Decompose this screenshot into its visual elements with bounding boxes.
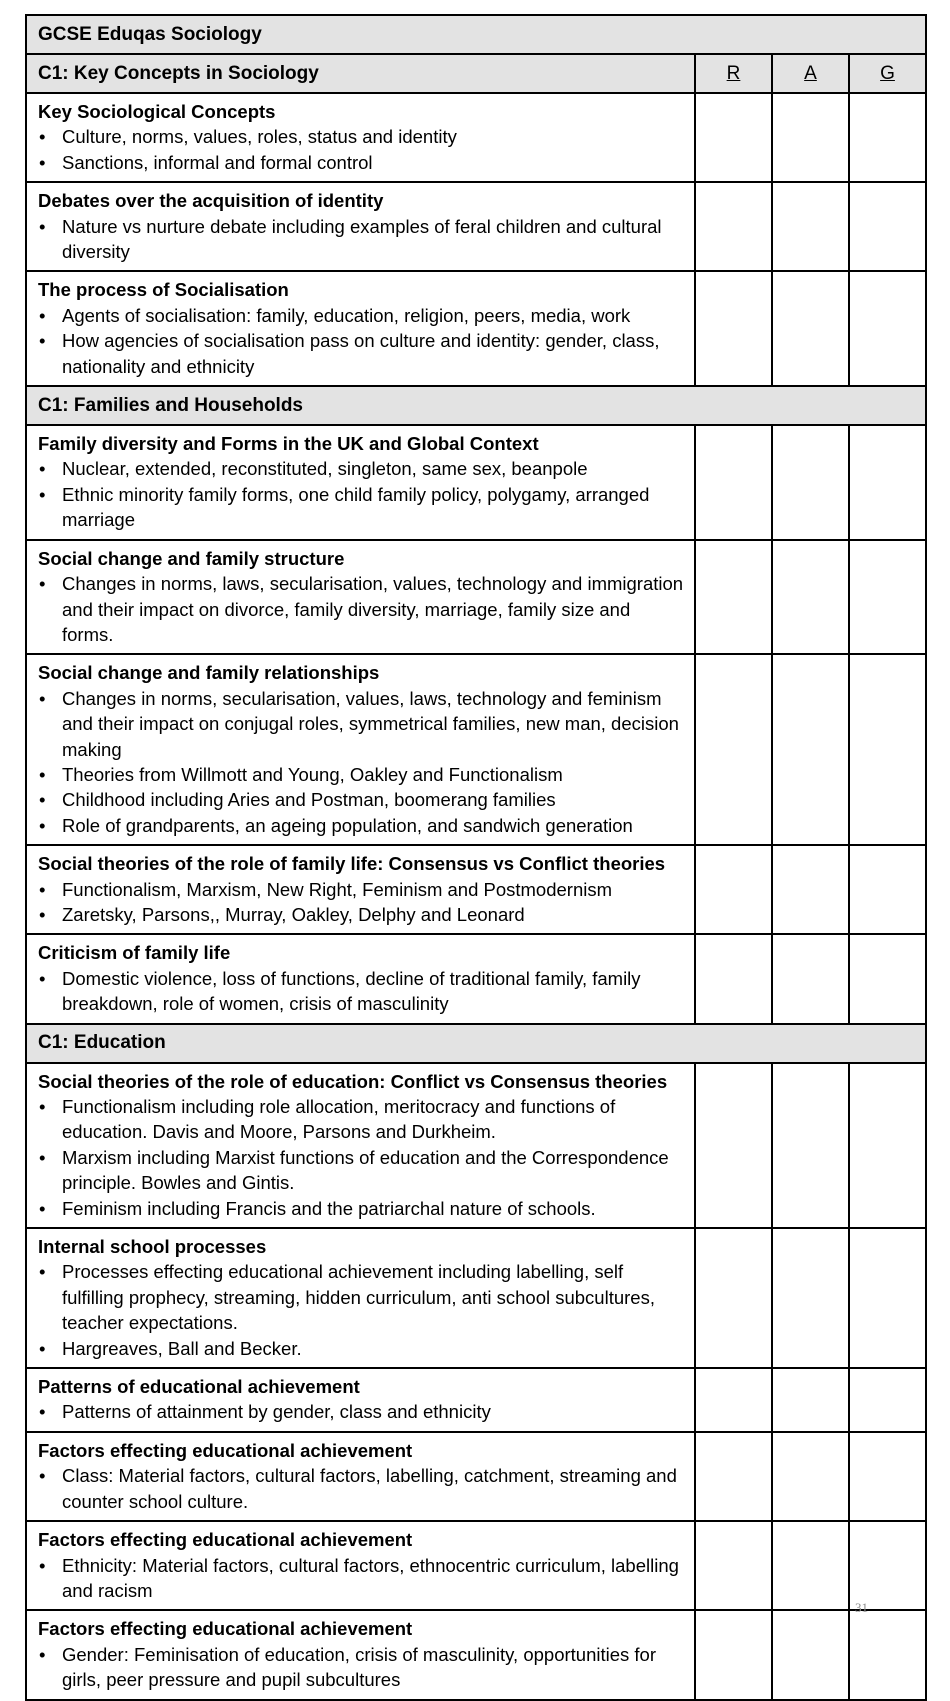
topic-cell	[26, 271, 695, 386]
rag-green-checkbox[interactable]	[849, 1610, 926, 1699]
section-heading-cell	[26, 386, 926, 425]
rag-red-checkbox[interactable]	[695, 425, 772, 540]
topic-title: Internal school processes	[38, 1236, 267, 1258]
topic-cell	[26, 1368, 695, 1432]
topic-bullet: • Gender: Feminisation of education, crisis of masculinity, opportunities for girls, peer pressure and pupil subcultures	[38, 1642, 684, 1693]
rag-green-checkbox[interactable]	[849, 845, 926, 934]
section-heading-cell	[26, 54, 695, 93]
topic-bullet: • Domestic violence, loss of functions, decline of traditional family, family breakdown, role of women, crisis of masculinity	[38, 966, 684, 1017]
rag-header-g: G	[849, 54, 926, 93]
rag-green-checkbox[interactable]	[849, 1432, 926, 1521]
section-heading: C1: Families and Households	[38, 394, 303, 416]
topic-bullet: • Agents of socialisation: family, education, religion, peers, media, work	[38, 303, 684, 328]
rag-amber-checkbox[interactable]	[772, 1368, 849, 1432]
topic-bullet: • Hargreaves, Ball and Becker.	[38, 1336, 684, 1361]
title-row	[26, 15, 926, 54]
topic-cell	[26, 1063, 695, 1228]
rag-amber-checkbox[interactable]	[772, 1432, 849, 1521]
rag-green-checkbox[interactable]	[849, 654, 926, 845]
topic-bullet: • Functionalism including role allocation, meritocracy and functions of education. Davis and Moore, Parsons and Durkheim.	[38, 1094, 684, 1145]
topic-row	[26, 425, 926, 540]
topic-row	[26, 182, 926, 271]
rag-red-checkbox[interactable]	[695, 1228, 772, 1368]
topic-bullet: • Changes in norms, laws, secularisation, values, technology and immigration and their impact on divorce, family diversity, marriage, family size and forms.	[38, 571, 684, 647]
topic-title: Social theories of the role of education: Conflict vs Consensus theories	[38, 1070, 668, 1092]
rag-green-checkbox[interactable]	[849, 1228, 926, 1368]
topic-title: Social theories of the role of family life: Consensus vs Conflict theories	[38, 853, 666, 875]
topic-title: Patterns of educational achievement	[38, 1376, 360, 1398]
section-heading-cell	[26, 1024, 926, 1063]
topic-row	[26, 654, 926, 845]
rag-red-checkbox[interactable]	[695, 845, 772, 934]
topic-bullet: • Class: Material factors, cultural factors, labelling, catchment, streaming and counter school culture.	[38, 1463, 684, 1514]
rag-amber-checkbox[interactable]	[772, 845, 849, 934]
topic-cell	[26, 845, 695, 934]
topic-title: Family diversity and Forms in the UK and Global Context	[38, 433, 539, 455]
rag-green-checkbox[interactable]	[849, 540, 926, 655]
rag-red-checkbox[interactable]	[695, 93, 772, 182]
topic-bullet-list	[38, 214, 684, 265]
topic-title: Factors effecting educational achievement	[38, 1618, 413, 1640]
rag-green-checkbox[interactable]	[849, 1521, 926, 1610]
section-header-row	[26, 386, 926, 425]
topic-bullet: • Processes effecting educational achievement including labelling, self fulfilling prophecy, streaming, hidden curriculum, anti school subcultures, teacher expectations.	[38, 1259, 684, 1335]
topic-row	[26, 540, 926, 655]
topic-cell	[26, 654, 695, 845]
topic-title: The process of Socialisation	[38, 279, 289, 301]
topic-bullet: • Functionalism, Marxism, New Right, Feminism and Postmodernism	[38, 877, 684, 902]
rag-red-checkbox[interactable]	[695, 540, 772, 655]
rag-amber-checkbox[interactable]	[772, 1610, 849, 1699]
topic-row	[26, 1521, 926, 1610]
topic-cell	[26, 1521, 695, 1610]
rag-red-checkbox[interactable]	[695, 1610, 772, 1699]
topic-bullet-list	[38, 303, 684, 379]
rag-red-checkbox[interactable]	[695, 654, 772, 845]
section-heading: C1: Education	[38, 1032, 166, 1054]
topic-row	[26, 271, 926, 386]
topic-row	[26, 1063, 926, 1228]
rag-amber-checkbox[interactable]	[772, 1063, 849, 1228]
topic-row	[26, 1432, 926, 1521]
topic-title: Social change and family structure	[38, 547, 345, 569]
rag-green-checkbox[interactable]	[849, 271, 926, 386]
topic-cell	[26, 182, 695, 271]
rag-amber-checkbox[interactable]	[772, 93, 849, 182]
topic-bullet: • Ethnicity: Material factors, cultural factors, ethnocentric curriculum, labelling and racism	[38, 1553, 684, 1604]
rag-amber-checkbox[interactable]	[772, 540, 849, 655]
rag-amber-checkbox[interactable]	[772, 1228, 849, 1368]
topic-bullet: • How agencies of socialisation pass on culture and identity: gender, class, nationality and ethnicity	[38, 328, 684, 379]
topic-bullet-list	[38, 456, 684, 532]
topic-cell	[26, 425, 695, 540]
topic-title: Factors effecting educational achievement	[38, 1439, 413, 1461]
topic-row	[26, 934, 926, 1023]
topic-title: Criticism of family life	[38, 942, 231, 964]
topic-title: Debates over the acquisition of identity	[38, 190, 384, 212]
rag-amber-checkbox[interactable]	[772, 182, 849, 271]
page-number: 31	[855, 1600, 868, 1615]
section-heading: C1: Key Concepts in Sociology	[38, 62, 319, 84]
rag-amber-checkbox[interactable]	[772, 425, 849, 540]
topic-bullet-list	[38, 686, 684, 838]
topic-cell	[26, 934, 695, 1023]
document-title-cell	[26, 15, 926, 54]
rag-red-checkbox[interactable]	[695, 182, 772, 271]
topic-title: Social change and family relationships	[38, 662, 380, 684]
topic-bullet-list	[38, 1553, 684, 1604]
topic-bullet: • Ethnic minority family forms, one child family policy, polygamy, arranged marriage	[38, 482, 684, 533]
rag-amber-checkbox[interactable]	[772, 271, 849, 386]
topic-row	[26, 845, 926, 934]
rag-green-checkbox[interactable]	[849, 934, 926, 1023]
topic-bullet-list	[38, 124, 684, 175]
rag-green-checkbox[interactable]	[849, 93, 926, 182]
section-header-row	[26, 1024, 926, 1063]
topic-bullet: • Nuclear, extended, reconstituted, singleton, same sex, beanpole	[38, 456, 684, 481]
rag-header-r: R	[695, 54, 772, 93]
revision-checklist	[25, 14, 927, 1701]
topic-bullet-list	[38, 966, 684, 1017]
topic-bullet-list	[38, 1094, 684, 1221]
rag-red-checkbox[interactable]	[695, 1432, 772, 1521]
topic-bullet: • Childhood including Aries and Postman, boomerang families	[38, 787, 684, 812]
topic-cell	[26, 93, 695, 182]
topic-bullet-list	[38, 1399, 684, 1424]
rag-red-checkbox[interactable]	[695, 1521, 772, 1610]
topic-row	[26, 1228, 926, 1368]
topic-title: Factors effecting educational achievement	[38, 1529, 413, 1551]
topic-bullet: • Theories from Willmott and Young, Oakley and Functionalism	[38, 762, 684, 787]
rag-header-a: A	[772, 54, 849, 93]
topic-bullet-list	[38, 1642, 684, 1693]
rag-green-checkbox[interactable]	[849, 182, 926, 271]
rag-green-checkbox[interactable]	[849, 1368, 926, 1432]
topic-bullet: • Sanctions, informal and formal control	[38, 150, 684, 175]
topic-bullet: • Feminism including Francis and the patriarchal nature of schools.	[38, 1196, 684, 1221]
topic-cell	[26, 1228, 695, 1368]
rag-amber-checkbox[interactable]	[772, 934, 849, 1023]
checklist-table	[25, 14, 927, 1701]
topic-title: Key Sociological Concepts	[38, 101, 276, 122]
rag-amber-checkbox[interactable]	[772, 1521, 849, 1610]
topic-bullet: • Marxism including Marxist functions of education and the Correspondence principle. Bowles and Gintis.	[38, 1145, 684, 1196]
rag-amber-checkbox[interactable]	[772, 654, 849, 845]
topic-bullet: • Role of grandparents, an ageing population, and sandwich generation	[38, 813, 684, 838]
topic-bullet: • Zaretsky, Parsons,, Murray, Oakley, Delphy and Leonard	[38, 902, 684, 927]
rag-green-checkbox[interactable]	[849, 1063, 926, 1228]
topic-bullet: • Nature vs nurture debate including examples of feral children and cultural diversity	[38, 214, 684, 265]
section-header-row	[26, 54, 926, 93]
topic-bullet-list	[38, 571, 684, 647]
rag-red-checkbox[interactable]	[695, 1063, 772, 1228]
topic-cell	[26, 540, 695, 655]
rag-red-checkbox[interactable]	[695, 1368, 772, 1432]
topic-row	[26, 93, 926, 182]
topic-row	[26, 1610, 926, 1699]
topic-row	[26, 1368, 926, 1432]
rag-red-checkbox[interactable]	[695, 271, 772, 386]
rag-green-checkbox[interactable]	[849, 425, 926, 540]
topic-cell	[26, 1432, 695, 1521]
topic-cell	[26, 1610, 695, 1699]
topic-bullet-list	[38, 1463, 684, 1514]
topic-bullet-list	[38, 877, 684, 928]
topic-bullet: • Culture, norms, values, roles, status and identity	[38, 124, 684, 149]
topic-bullet-list	[38, 1259, 684, 1361]
topic-bullet: • Changes in norms, secularisation, values, laws, technology and feminism and their impact on conjugal roles, symmetrical families, new man, decision making	[38, 686, 684, 762]
rag-red-checkbox[interactable]	[695, 934, 772, 1023]
document-title: GCSE Eduqas Sociology	[38, 23, 262, 45]
topic-bullet: • Patterns of attainment by gender, class and ethnicity	[38, 1399, 684, 1424]
